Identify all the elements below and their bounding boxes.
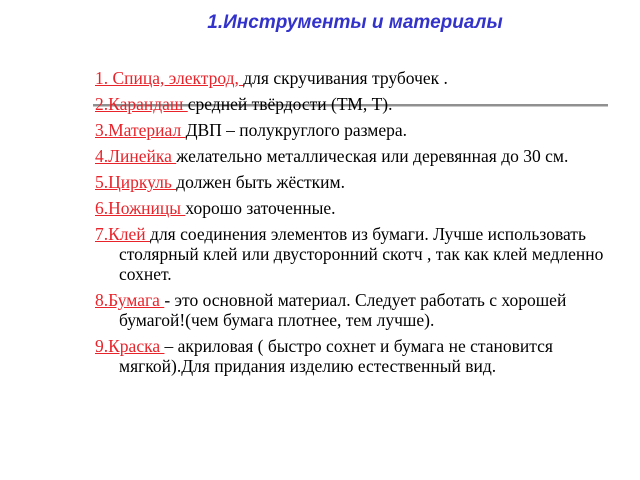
item-term: 4.Линейка (95, 146, 177, 166)
item-text: – акриловая ( быстро сохнет и бумага не становится мягкой).Для придания изделию естественный вид. (119, 336, 553, 376)
item-text: хорошо заточенные. (185, 198, 336, 218)
item-text: должен быть жёстким. (176, 172, 345, 192)
list-item (95, 336, 615, 376)
item-text: средней твёрдости (ТМ, Т). (187, 94, 393, 114)
item-term: 8.Бумага (95, 290, 165, 310)
item-term: 2.Карандаш (95, 94, 188, 114)
item-term: 7.Клей (95, 224, 151, 244)
item-term: 5.Циркуль (95, 172, 177, 192)
list-item (95, 146, 615, 166)
list-item (95, 120, 615, 140)
item-text: ДВП – полукруглого размера. (185, 120, 408, 140)
list-item (95, 198, 615, 218)
list-item (95, 172, 615, 192)
item-term: 6.Ножницы (95, 198, 186, 218)
list-item (95, 224, 615, 284)
list-item (95, 68, 615, 88)
slide-title: 1.Инструменты и материалы (207, 12, 503, 33)
list-item (95, 290, 615, 330)
item-text: для скручивания трубочек . (243, 68, 448, 88)
item-term: 9.Краска (95, 336, 165, 356)
materials-list (95, 68, 615, 382)
item-text: желательно металлическая или деревянная до 30 см. (176, 146, 569, 166)
item-text: - это основной материал. Следует работать с хорошей бумагой!(чем бумага плотнее, тем лучше). (119, 290, 567, 330)
item-term: 3.Материал (95, 120, 186, 140)
list-item (95, 94, 615, 114)
item-text: для соединения элементов из бумаги. Лучше использовать столярный клей или двусторонний скотч , так как клей медленно сохнет. (119, 224, 604, 284)
item-term: 1. Спица, электрод, (95, 68, 244, 88)
